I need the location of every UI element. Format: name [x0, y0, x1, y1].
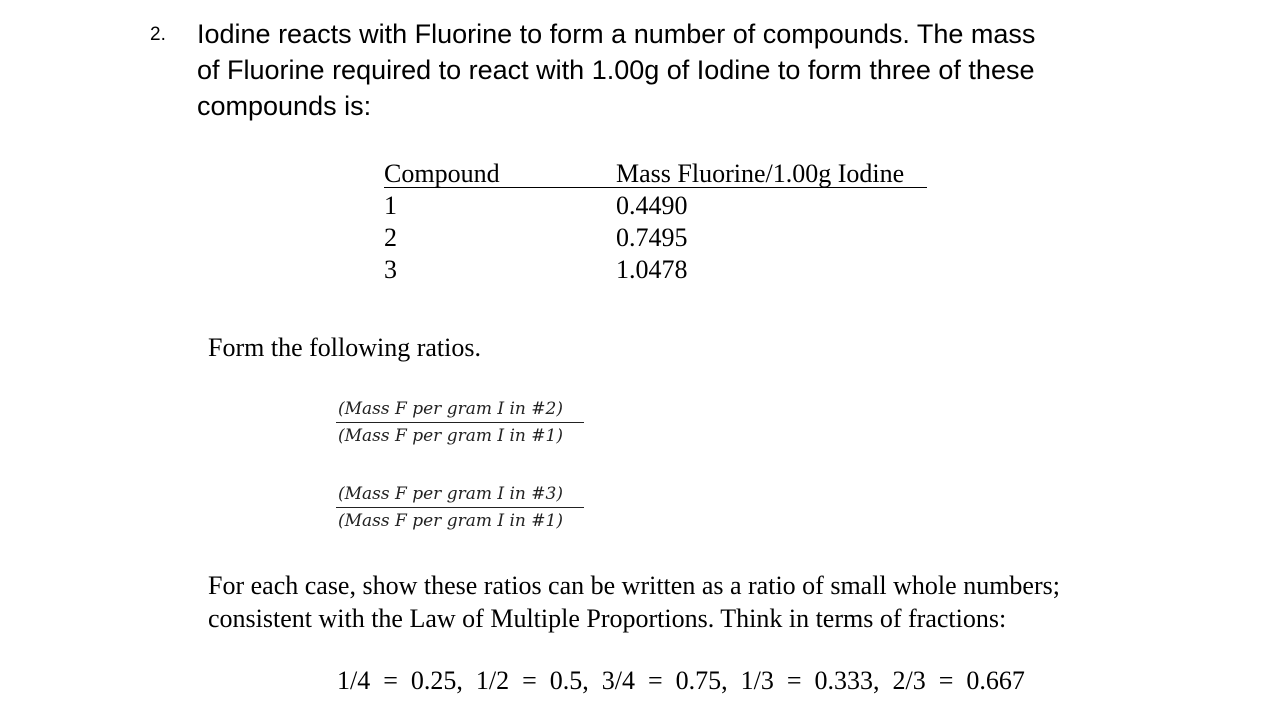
compound-column: [384, 158, 500, 286]
question-intro-line-3: compounds is:: [197, 91, 372, 121]
table-cell-mass: 1.0478: [616, 255, 688, 284]
table-header-compound: Compound: [384, 159, 500, 188]
table-cell-mass: 0.4490: [616, 191, 688, 220]
fraction-numerator: (Mass F per gram I in #2): [338, 399, 563, 419]
instruction-line-1: For each case, show these ratios can be written as a ratio of small whole numbers;: [208, 571, 1060, 600]
table-cell-compound: 2: [384, 223, 397, 252]
table-cell-compound: 1: [384, 191, 397, 220]
question-intro-line-1: Iodine reacts with Fluorine to form a number of compounds. The mass: [197, 19, 1036, 49]
table-header-mass: Mass Fluorine/1.00g Iodine: [616, 159, 905, 188]
fraction-examples: 1/4 = 0.25, 1/2 = 0.5, 3/4 = 0.75, 1/3 = 0.333, 2/3 = 0.667: [337, 666, 1025, 695]
table-header-rule: [384, 187, 927, 188]
fraction-denominator: (Mass F per gram I in #1): [338, 511, 563, 531]
ratio-fraction-2: [336, 481, 584, 534]
table-cell-compound: 3: [384, 255, 397, 284]
question-number: 2.: [150, 24, 166, 45]
instruction-line-2: consistent with the Law of Multiple Proportions. Think in terms of fractions:: [208, 604, 1007, 633]
ratio-fraction-1: [336, 396, 584, 449]
question-intro-line-2: of Fluorine required to react with 1.00g of Iodine to form three of these: [197, 55, 1035, 85]
ratios-heading: Form the following ratios.: [208, 333, 481, 362]
fraction-numerator: (Mass F per gram I in #3): [338, 484, 563, 504]
fraction-denominator: (Mass F per gram I in #1): [338, 426, 563, 446]
mass-column: [616, 158, 904, 286]
table-cell-mass: 0.7495: [616, 223, 688, 252]
